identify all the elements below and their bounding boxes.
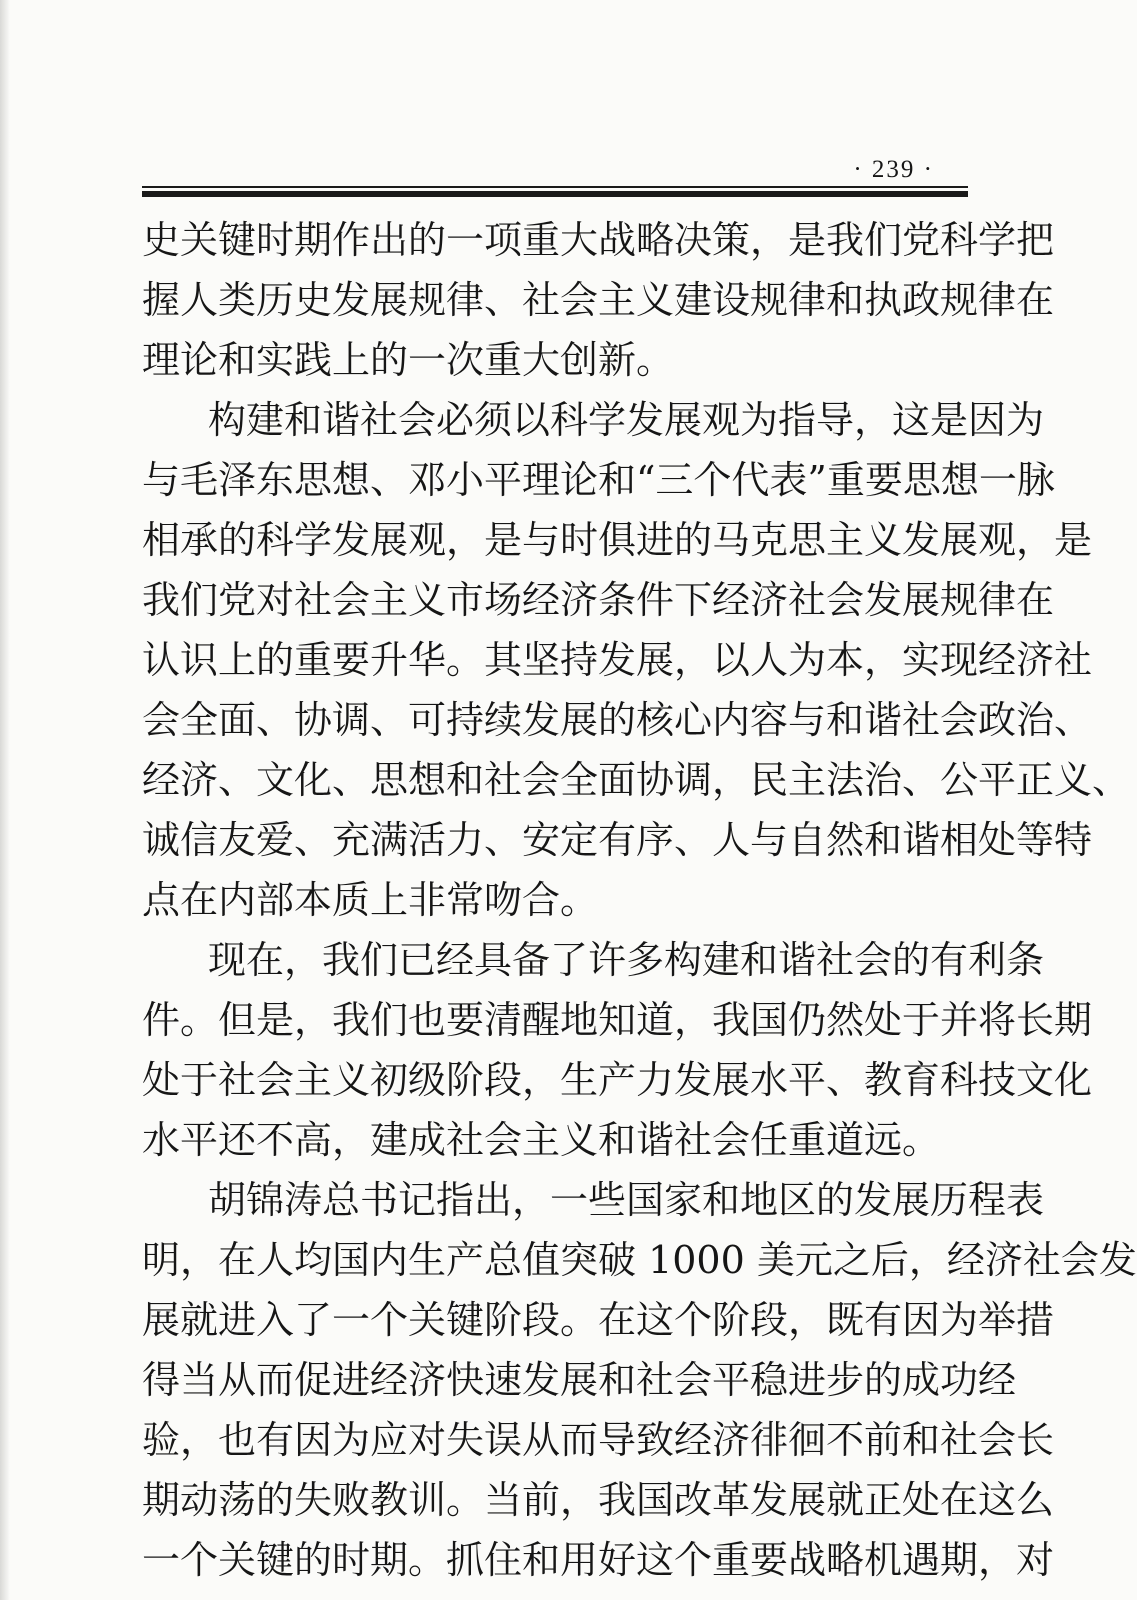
- text-line: 理论和实践上的一次重大创新。: [142, 338, 675, 382]
- page-edge-shadow: [0, 0, 10, 1600]
- text-line: 诚信友爱、充满活力、安定有序、人与自然和谐相处等特: [142, 818, 1093, 862]
- text-line: 展就进入了一个关键阶段。在这个阶段，既有因为举措: [142, 1298, 1055, 1342]
- running-header: [142, 150, 968, 200]
- text-line: 得当从而促进经济快速发展和社会平稳进步的成功经: [142, 1358, 1017, 1402]
- text-line: 一个关键的时期。抓住和用好这个重要战略机遇期，对: [142, 1538, 1055, 1582]
- text-line: 处于社会主义初级阶段，生产力发展水平、教育科技文化: [142, 1058, 1093, 1102]
- text-line: 明，在人均国内生产总值突破 1000 美元之后，经济社会发: [142, 1238, 1137, 1282]
- body-text: [142, 210, 1137, 1590]
- text-line: 验，也有因为应对失误从而导致经济徘徊不前和社会长: [142, 1418, 1055, 1462]
- text-line: 现在，我们已经具备了许多构建和谐社会的有利条: [208, 938, 1045, 982]
- text-line: 认识上的重要升华。其坚持发展，以人为本，实现经济社: [142, 638, 1093, 682]
- text-line: 与毛泽东思想、邓小平理论和“三个代表”重要思想一脉: [142, 458, 1055, 502]
- text-line: 水平还不高，建成社会主义和谐社会任重道远。: [142, 1118, 941, 1162]
- header-rule-thick: [142, 191, 968, 197]
- text-line: 期动荡的失败教训。当前，我国改革发展就正处在这么: [142, 1478, 1055, 1522]
- text-line: 相承的科学发展观，是与时俱进的马克思主义发展观，是: [142, 518, 1093, 562]
- text-line: 件。但是，我们也要清醒地知道，我国仍然处于并将长期: [142, 998, 1093, 1042]
- text-line: 点在内部本质上非常吻合。: [142, 878, 599, 922]
- text-line: 史关键时期作出的一项重大战略决策，是我们党科学把: [142, 218, 1055, 262]
- text-line: 我们党对社会主义市场经济条件下经济社会发展规律在: [142, 578, 1055, 622]
- page-number: · 239 ·: [853, 156, 934, 183]
- text-line: 胡锦涛总书记指出，一些国家和地区的发展历程表: [208, 1178, 1045, 1222]
- header-rule-thin: [142, 186, 968, 188]
- text-line: 构建和谐社会必须以科学发展观为指导，这是因为: [208, 398, 1045, 442]
- text-line: 会全面、协调、可持续发展的核心内容与和谐社会政治、: [142, 698, 1093, 742]
- text-line: 经济、文化、思想和社会全面协调，民主法治、公平正义、: [142, 758, 1131, 802]
- text-line: 握人类历史发展规律、社会主义建设规律和执政规律在: [142, 278, 1055, 322]
